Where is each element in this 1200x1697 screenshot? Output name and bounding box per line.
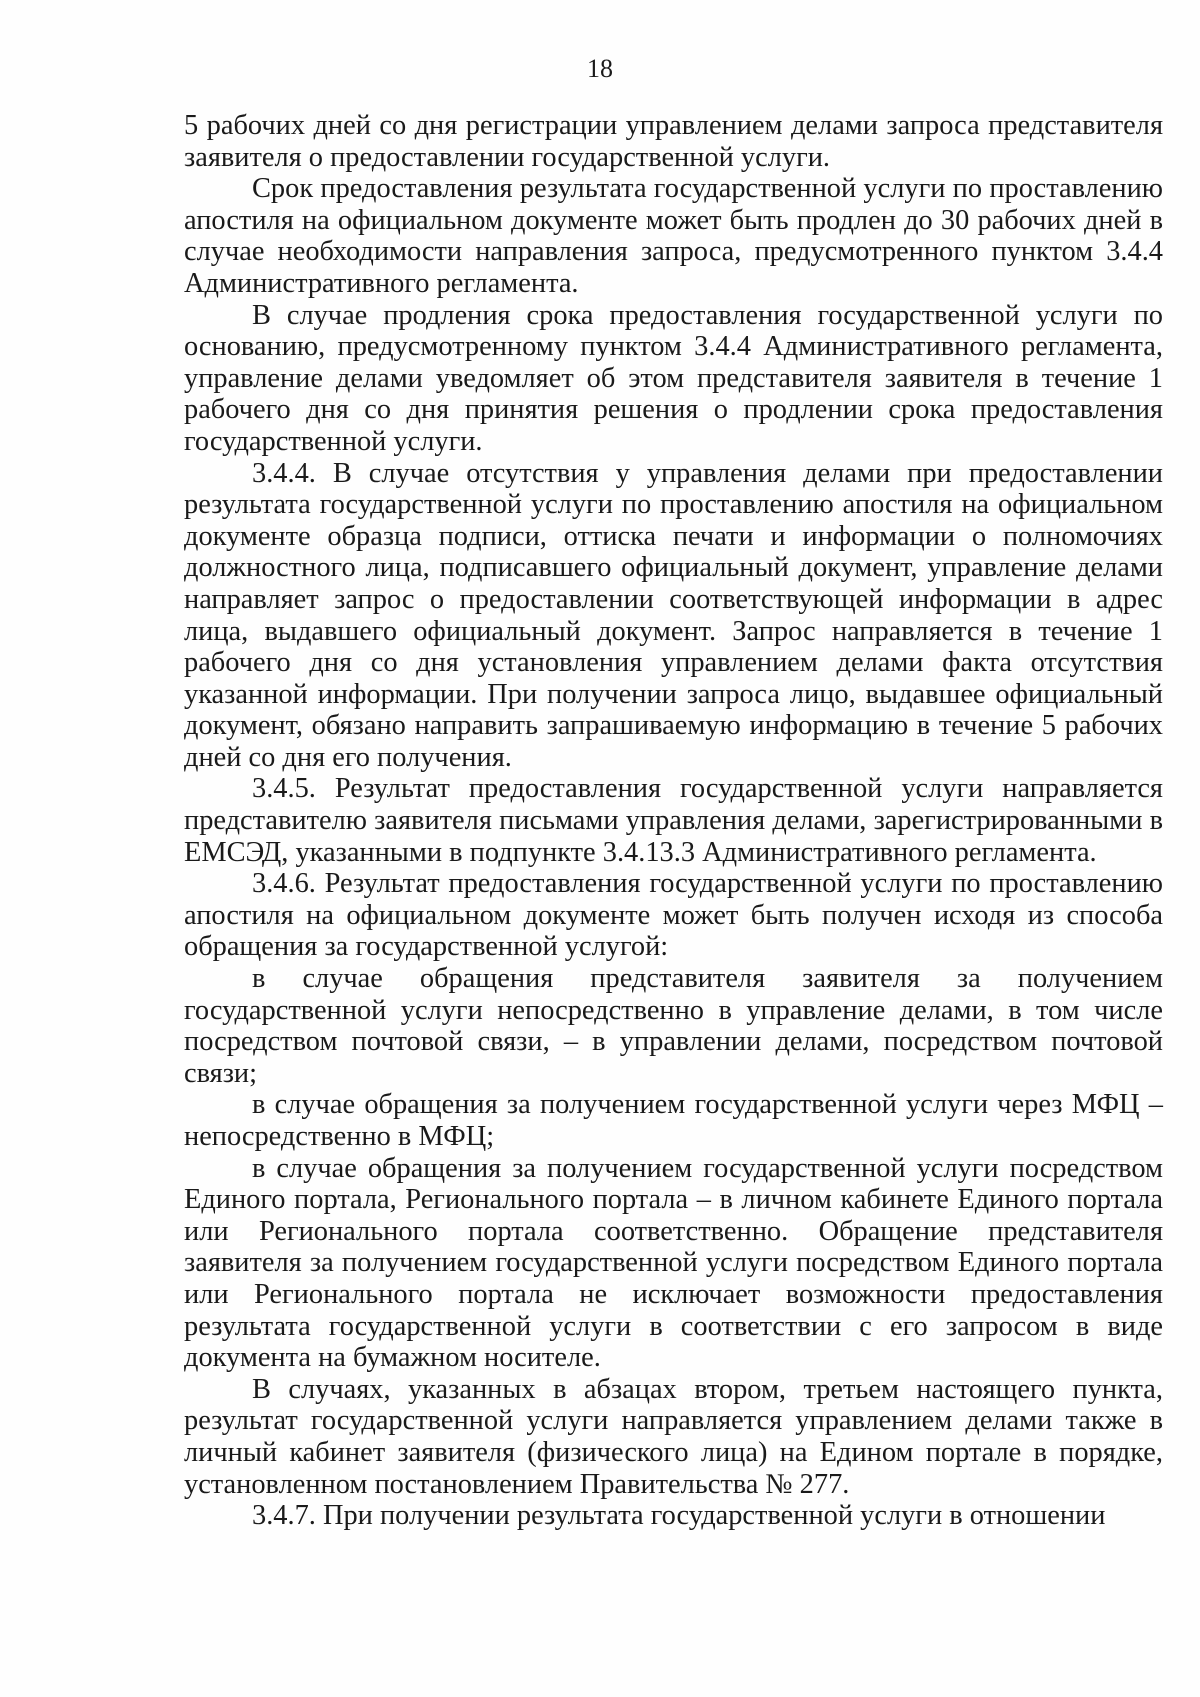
document-body	[184, 110, 1163, 1532]
paragraph-3: В случае продления срока предоставления государственной услуги по основанию, предусмотренному пунктом 3.4.4 Административного регламента, управление делами уведомляет об этом представителя заявителя в течение 1 рабочего дня со дня принятия решения о продлении срока предоставления государственной услуги.	[184, 299, 1163, 457]
page-number: 18	[587, 54, 613, 83]
paragraph-1: 5 рабочих дней со дня регистрации управлением делами запроса представителя заявителя о предоставлении государственной услуги.	[184, 110, 1163, 173]
paragraph-cases: В случаях, указанных в абзацах втором, третьем настоящего пункта, результат государственной услуги направляется управлением делами также в личный кабинет заявителя (физического лица) на Едином портале в порядке, установленном постановлением Правительства № 277.	[184, 1373, 1163, 1500]
paragraph-3-4-7: 3.4.7. При получении результата государственной услуги в отношении	[252, 1500, 1106, 1532]
paragraph-3-4-5: 3.4.5. Результат предоставления государственной услуги направляется представителю заявителя письмами управления делами, зарегистрированными в ЕМСЭД, указанными в подпункте 3.4.13.3 Административного регламента.	[184, 773, 1163, 868]
paragraph-3-4-6: 3.4.6. Результат предоставления государственной услуги по проставлению апостиля на официальном документе может быть получен исходя из способа обращения за государственной услугой:	[184, 868, 1163, 963]
list-item-mfc: в случае обращения за получением государственной услуги через МФЦ – непосредственно в МФЦ;	[184, 1089, 1163, 1152]
paragraph-3-4-4: 3.4.4. В случае отсутствия у управления делами при предоставлении результата государственной услуги по проставлению апостиля на официальном документе образца подписи, оттиска печати и информации о полномочиях должностного лица, подписавшего официальный документ, управление делами направляет запрос о предоставлении соответствующей информации в адрес лица, выдавшего официальный документ. Запрос направляется в течение 1 рабочего дня со дня установления управлением делами факта отсутствия указанной информации. При получении запроса лицо, выдавшее официальный документ, обязано направить запрашиваемую информацию в течение 5 рабочих дней со дня его получения.	[184, 457, 1163, 773]
list-item-direct: в случае обращения представителя заявителя за получением государственной услуги непосредственно в управление делами, в том числе посредством почтовой связи, – в управлении делами, посредством почтовой связи;	[184, 963, 1163, 1089]
paragraph-2: Срок предоставления результата государственной услуги по проставлению апостиля на официальном документе может быть продлен до 30 рабочих дней в случае необходимости направления запроса, предусмотренного пунктом 3.4.4 Административного регламента.	[184, 173, 1163, 299]
list-item-portal: в случае обращения за получением государственной услуги посредством Единого портала, Регионального портала – в личном кабинете Единого портала или Регионального портала соответственно. Обращение представителя заявителя за получением государственной услуги посредством Единого портала или Регионального портала не исключает возможности предоставления результата государственной услуги в соответствии с его запросом в виде документа на бумажном носителе.	[184, 1152, 1163, 1374]
